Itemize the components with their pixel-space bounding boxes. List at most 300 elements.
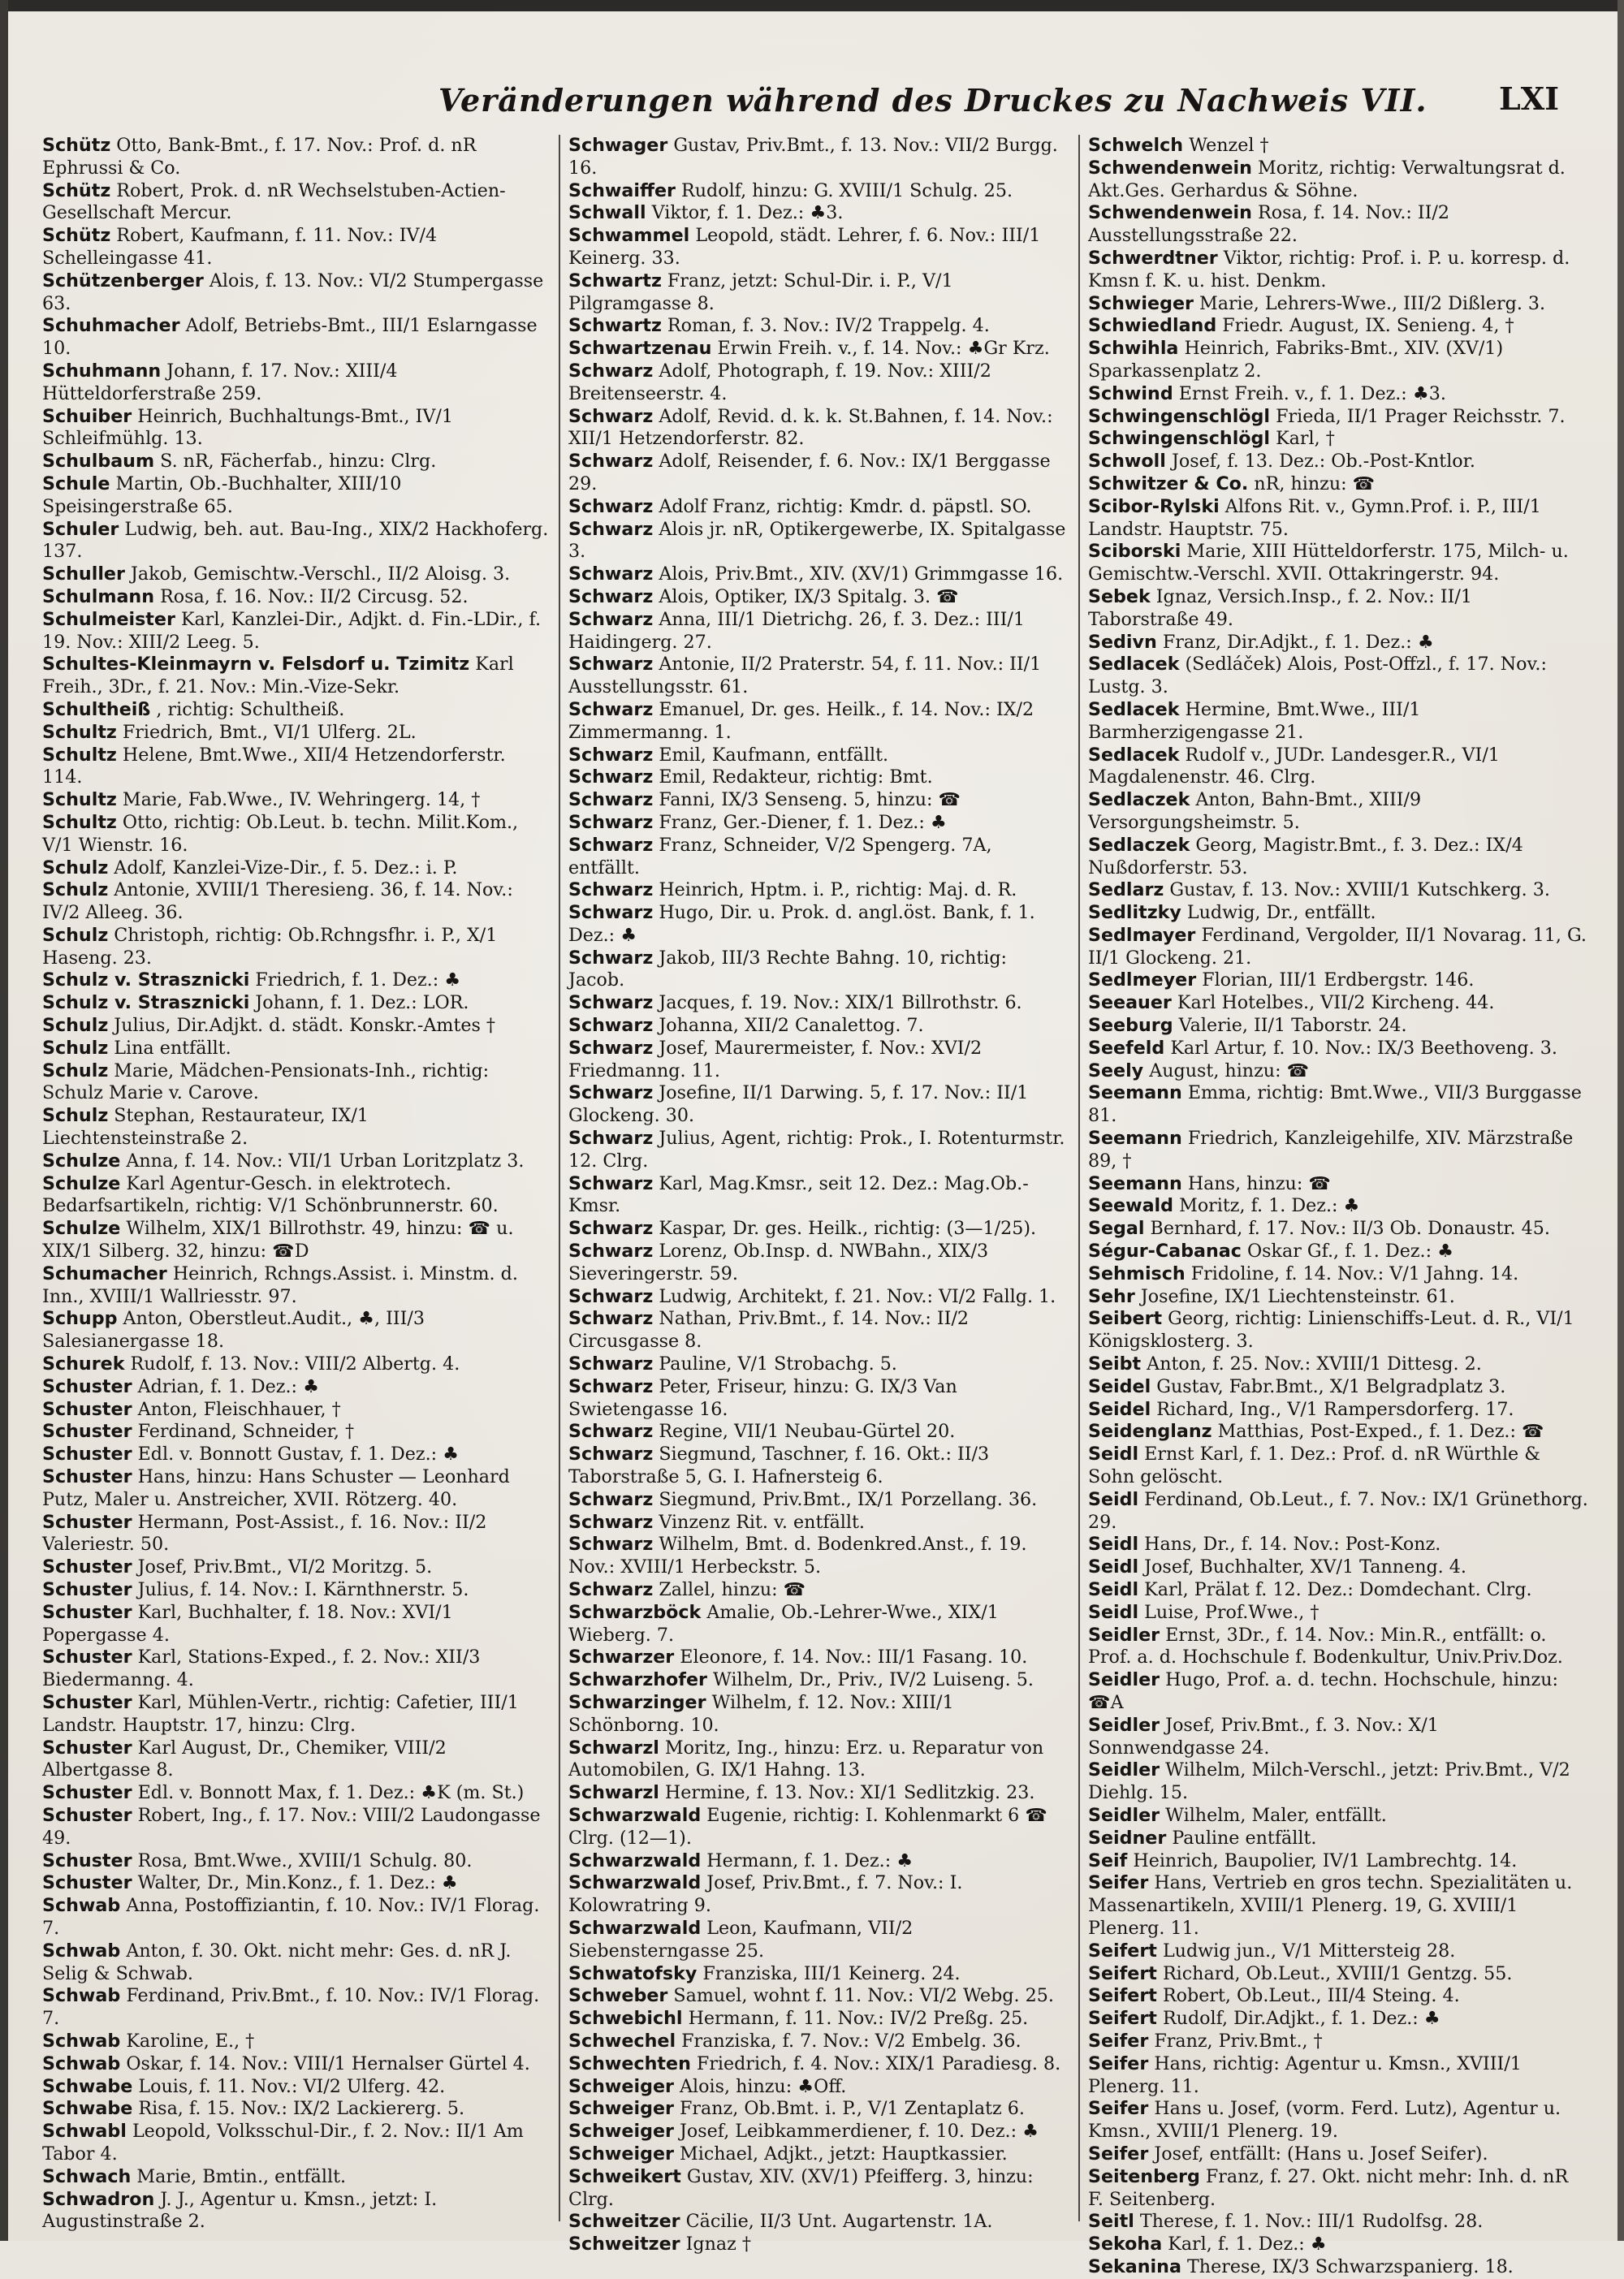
entry-details: Emma, richtig: Bmt.Wwe., VII/3 Burggasse 81. [1088, 1082, 1582, 1127]
directory-entry [1088, 248, 1588, 293]
directory-entry [1088, 1940, 1588, 1963]
entry-details: Rosa, f. 16. Nov.: II/2 Circusg. 52. [154, 585, 469, 607]
directory-entry [568, 202, 1069, 225]
directory-entry [1088, 2166, 1588, 2212]
directory-entry [1088, 632, 1588, 654]
directory-entry [1088, 541, 1588, 586]
entry-surname: Schultz [42, 789, 117, 811]
entry-surname: Sebek [1088, 585, 1151, 607]
entry-details: Roman, f. 3. Nov.: IV/2 Trappelg. 4. [661, 315, 990, 337]
entry-details: Eugenie, richtig: I. Kohlenmarkt 6 ☎ Clrg. (12—1). [568, 1804, 1047, 1849]
directory-entry [42, 1579, 549, 1602]
directory-entry [568, 947, 1069, 993]
directory-entry [1088, 1376, 1588, 1399]
entry-surname: Schwabe [42, 2098, 133, 2120]
entry-surname: Schwarz [568, 1488, 654, 1510]
entry-surname: Schwoll [1088, 451, 1166, 473]
entry-surname: Schuller [42, 563, 125, 585]
directory-entry [568, 1669, 1069, 1692]
directory-entry [42, 857, 549, 880]
entry-surname: Schwager [568, 135, 668, 156]
entry-details: Matthias, Post-Exped., f. 1. Dez.: ☎ [1212, 1421, 1544, 1443]
entry-surname: Schwartzenau [568, 338, 712, 360]
entry-surname: Schulz [42, 1105, 109, 1127]
directory-entry [42, 1038, 549, 1060]
entry-details: Robert, Kaufmann, f. 11. Nov.: IV/4 Schelleingasse 41. [42, 225, 438, 269]
directory-entry [1088, 383, 1588, 406]
entry-details: Heinrich, Rchngs.Assist. i. Minstm. d. Inn., XVIII/1 Wallriesstr. 97. [42, 1263, 518, 1307]
entry-details: Rudolf, f. 13. Nov.: VIII/2 Albertg. 4. [124, 1353, 460, 1375]
directory-entry [1088, 902, 1588, 925]
entry-details: Ferdinand, Priv.Bmt., f. 10. Nov.: IV/1 Florag. 7. [42, 1985, 540, 2030]
entry-details: Michael, Adjkt., jetzt: Hauptkassier. [673, 2143, 1008, 2165]
entry-surname: Schwiedland [1088, 315, 1217, 337]
scan-border-left [0, 0, 8, 2241]
entry-details: Moritz, richtig: Verwaltungsrat d. Akt.Ges. Gerhardus & Söhne. [1088, 157, 1566, 201]
entry-details: Karl, † [1270, 428, 1335, 450]
entry-surname: Schuster [42, 1737, 132, 1759]
directory-entry [1088, 1195, 1588, 1218]
entry-details: Marie, Mädchen-Pensionats-Inh., richtig: Schulz Marie v. Carove. [42, 1060, 490, 1104]
directory-entry [568, 766, 1069, 789]
entry-details: Heinrich, Buchhaltungs-Bmt., IV/1 Schleifmühlg. 13. [42, 405, 453, 450]
entry-details: J. J., Agentur u. Kmsn., jetzt: I. Augustinstraße 2. [42, 2188, 438, 2233]
entry-details: Edl. v. Bonnott Max, f. 1. Dez.: ♣K (m. St.) [132, 1782, 525, 1804]
entry-details: Frieda, II/1 Prager Reichsstr. 7. [1270, 405, 1566, 427]
entry-surname: Schuiber [42, 405, 132, 427]
directory-entry [568, 406, 1069, 451]
entry-surname: Schwarz [568, 1579, 654, 1600]
directory-entry [42, 992, 549, 1015]
entry-details: Rosa, f. 14. Nov.: II/2 Ausstellungsstraße 22. [1088, 202, 1450, 247]
directory-entry [1088, 1489, 1588, 1534]
entry-surname: Seidler [1088, 1669, 1160, 1691]
directory-entry [1088, 135, 1588, 158]
entry-surname: Sciborski [1088, 541, 1181, 563]
entry-details: Hans, richtig: Agentur u. Kmsn., XVIII/1 Plenerg. 11. [1088, 2052, 1522, 2097]
directory-entry [568, 1918, 1069, 1963]
entry-details: Anton, f. 30. Okt. nicht mehr: Ges. d. nR J. Selig & Schwab. [42, 1940, 512, 1984]
entry-surname: Schwarz [568, 992, 654, 1014]
entry-details: Christoph, richtig: Ob.Rchngsfhr. i. P., X/1 Haseng. 23. [42, 924, 498, 969]
directory-entry [42, 2121, 549, 2166]
directory-entry [1088, 293, 1588, 316]
entry-details: Gustav, Priv.Bmt., f. 13. Nov.: VII/2 Burgg. 16. [568, 135, 1058, 179]
entry-details: Karl, Prälat f. 12. Dez.: Domdechant. Clrg. [1138, 1579, 1532, 1600]
directory-entry [568, 812, 1069, 835]
directory-entry [1088, 1963, 1588, 1986]
directory-entry [568, 879, 1069, 902]
entry-surname: Schwarz [568, 1128, 654, 1150]
entry-details: Karl, Stations-Exped., f. 2. Nov.: XII/3 Biedermanng. 4. [42, 1647, 481, 1691]
directory-entry [42, 2031, 549, 2053]
entry-surname: Schwarz [568, 744, 654, 766]
entry-details: Ludwig, Architekt, f. 21. Nov.: VI/2 Fallg. 1. [653, 1285, 1056, 1307]
directory-entry [1088, 1241, 1588, 1263]
directory-entry [1088, 1038, 1588, 1060]
entry-surname: Schwechten [568, 2052, 691, 2074]
entry-surname: Schwarz [568, 811, 654, 833]
entry-details: Julius, Dir.Adjkt. d. städt. Konskr.-Amtes † [108, 1015, 496, 1037]
entry-surname: Sehmisch [1088, 1263, 1186, 1284]
directory-entry [568, 563, 1069, 586]
entry-surname: Schuler [42, 518, 119, 540]
directory-entry [42, 2098, 549, 2121]
entry-details: Ludwig, beh. aut. Bau-Ing., XIX/2 Hackhoferg. 137. [42, 518, 549, 563]
entry-details: Gustav, f. 13. Nov.: XVIII/1 Kutschkerg. 3. [1164, 879, 1550, 901]
directory-entry [568, 2143, 1069, 2166]
entry-surname: Schwendenwein [1088, 157, 1252, 179]
entry-surname: Seidl [1088, 1534, 1139, 1556]
entry-surname: Schule [42, 473, 110, 494]
entry-surname: Schwarz [568, 1353, 654, 1375]
entry-surname: Schwabe [42, 2075, 133, 2097]
entry-surname: Schwarzer [568, 1647, 675, 1668]
entry-surname: Schwarzwald [568, 1872, 702, 1894]
entry-surname: Schwingenschlögl [1088, 428, 1271, 450]
entry-surname: Schütz [42, 135, 111, 156]
entry-details: Valerie, II/1 Taborstr. 24. [1173, 1015, 1407, 1037]
entry-details: Emanuel, Dr. ges. Heilk., f. 14. Nov.: IX/2 Zimmermanng. 1. [568, 698, 1034, 743]
directory-entry [42, 1150, 549, 1173]
entry-surname: Schützenberger [42, 270, 204, 291]
directory-entry [1088, 1872, 1588, 1940]
entry-surname: Schwarzwald [568, 1850, 702, 1871]
directory-entry [42, 2076, 549, 2099]
directory-entry [568, 1376, 1069, 1422]
entry-surname: Schweber [568, 1985, 668, 2007]
directory-entry [42, 2053, 549, 2076]
directory-entry [1088, 2256, 1588, 2279]
entry-surname: Schwieger [1088, 292, 1194, 314]
entry-details: Ernst, 3Dr., f. 14. Nov.: Min.R., entfällt: o. Prof. a. d. Hochschule f. Bodenkultur, Univ.Priv.Doz. [1088, 1624, 1563, 1668]
entry-surname: Sedivn [1088, 631, 1157, 653]
directory-entry [568, 586, 1069, 609]
directory-entry [568, 1692, 1069, 1737]
directory-entry [568, 1805, 1069, 1850]
entry-surname: Schulmeister [42, 608, 175, 630]
entry-surname: Schwitzer & Co. [1088, 473, 1249, 494]
entry-details: Eleonore, f. 14. Nov.: III/1 Fasang. 10. [674, 1647, 1028, 1668]
directory-entry [1088, 654, 1588, 699]
entry-details: Marie, XIII Hütteldorferstr. 175, Milch- u. Gemischtw.-Verschl. XVII. Ottakringerstr. 94. [1088, 541, 1569, 585]
scan-border-top [0, 0, 1624, 11]
entry-details: Hans, hinzu: Hans Schuster — Leonhard Putz, Maler u. Anstreicher, XVII. Rötzerg. 40. [42, 1466, 510, 1510]
entry-details: Rudolf, Dir.Adjkt., f. 1. Dez.: ♣ [1156, 2008, 1440, 2030]
directory-entry [568, 360, 1069, 406]
entry-surname: Schwarz [568, 563, 654, 585]
entry-details: Samuel, wohnt f. 11. Nov.: VI/2 Webg. 25. [667, 1985, 1054, 2007]
directory-entry [1088, 1805, 1588, 1828]
directory-entry [568, 835, 1069, 880]
entry-details: Alois, Optiker, IX/3 Spitalg. 3. ☎ [653, 585, 959, 607]
directory-entry [568, 496, 1069, 519]
entry-surname: Schweiger [568, 2121, 674, 2143]
entry-details: Wilhelm, XIX/1 Billrothstr. 49, hinzu: ☎ u. XIX/1 Silberg. 32, hinzu: ☎D [42, 1218, 514, 1263]
entry-surname: Schwarz [568, 608, 654, 630]
directory-entry [42, 451, 549, 473]
entry-surname: Schwarzl [568, 1782, 659, 1804]
entry-details: Josefine, IX/1 Liechtensteinstr. 61. [1134, 1285, 1455, 1307]
entry-surname: Schultz [42, 811, 117, 833]
entry-surname: Schwelch [1088, 135, 1184, 156]
entry-surname: Schwarz [568, 495, 654, 517]
directory-entry [42, 1512, 549, 1557]
entry-surname: Schulz [42, 1037, 109, 1059]
entry-surname: Sedlacek [1088, 698, 1180, 720]
entry-details: Hans, Dr., f. 14. Nov.: Post-Konz. [1138, 1534, 1441, 1556]
directory-entry [1088, 428, 1588, 451]
entry-details: Adolf, Photograph, f. 19. Nov.: XIII/2 Breitenseerstr. 4. [568, 360, 991, 404]
entry-surname: Schuster [42, 1601, 132, 1623]
entry-surname: Schuhmann [42, 360, 162, 382]
entry-surname: Schwarzwald [568, 1917, 702, 1939]
entry-surname: Schwarz [568, 834, 654, 856]
entry-details: Franz, f. 27. Okt. nicht mehr: Inh. d. nR F. Seitenberg. [1088, 2165, 1569, 2210]
entry-details: Hermann, f. 1. Dez.: ♣ [701, 1850, 914, 1871]
column-2 [559, 135, 1078, 2255]
entry-details: Karl Hotelbes., VII/2 Kircheng. 44. [1171, 992, 1495, 1014]
entry-surname: Sedlmeyer [1088, 969, 1197, 991]
entry-details: Moritz, Ing., hinzu: Erz. u. Reparatur von Automobilen, G. IX/1 Hahng. 13. [568, 1737, 1044, 1781]
directory-entry [42, 1399, 549, 1422]
entry-details: Karl Artur, f. 10. Nov.: IX/3 Beethoveng. 3. [1164, 1037, 1557, 1059]
entry-details: Leopold, Volksschul-Dir., f. 2. Nov.: II/1 Am Tabor 4. [42, 2121, 524, 2165]
entry-surname: Schwarz [568, 1037, 654, 1059]
entry-columns [39, 135, 1598, 2277]
entry-details: Hermann, f. 11. Nov.: IV/2 Preßg. 25. [682, 2008, 1029, 2030]
entry-details: Franz, Priv.Bmt., † [1148, 2030, 1323, 2052]
entry-surname: Schuster [42, 1872, 132, 1894]
entry-details: Gustav, Fabr.Bmt., X/1 Belgradplatz 3. [1151, 1375, 1506, 1397]
column-3 [1078, 135, 1598, 2277]
entry-surname: Schultheiß [42, 698, 151, 720]
directory-entry [42, 1895, 549, 1940]
entry-surname: Schwarz [568, 1534, 654, 1556]
entry-details: Nathan, Priv.Bmt., f. 14. Nov.: II/2 Circusgasse 8. [568, 1308, 970, 1353]
entry-details: Ernst Freih. v., f. 1. Dez.: ♣3. [1173, 382, 1446, 404]
directory-entry [1088, 1128, 1588, 1173]
directory-entry [568, 315, 1069, 338]
entry-details: Friedrich, Kanzleigehilfe, XIV. Märzstraße 89, † [1088, 1128, 1574, 1172]
entry-details: Viktor, richtig: Prof. i. P. u. korresp. d. Kmsn f. K. u. hist. Denkm. [1088, 247, 1570, 291]
directory-entry [42, 473, 549, 519]
entry-details: Anton, Bahn-Bmt., XIII/9 Versorgungsheimstr. 5. [1088, 789, 1422, 833]
directory-entry [568, 699, 1069, 745]
entry-details: Franz, Schneider, V/2 Spengerg. 7A, entfällt. [568, 834, 992, 878]
entry-surname: Schütz [42, 225, 111, 247]
entry-surname: Schwarz [568, 451, 654, 473]
entry-details: Ludwig, Dr., entfällt. [1181, 902, 1376, 924]
entry-surname: Schwarz [568, 879, 654, 901]
page-header [0, 77, 1624, 134]
page-number: LXI [1499, 80, 1559, 117]
directory-entry [1088, 1850, 1588, 1873]
entry-surname: Schwarz [568, 518, 654, 540]
entry-surname: Seidel [1088, 1398, 1151, 1420]
entry-details: Josef, Priv.Bmt., f. 7. Nov.: I. Kolowratring 9. [568, 1872, 963, 1917]
entry-surname: Schwarzl [568, 1737, 659, 1759]
entry-details: Jacques, f. 19. Nov.: XIX/1 Billrothstr. 6. [653, 992, 1022, 1014]
entry-surname: Schwab [42, 2030, 121, 2052]
entry-details: August, hinzu: ☎ [1143, 1060, 1310, 1081]
entry-surname: Schulbaum [42, 451, 155, 473]
entry-surname: Schuster [42, 1647, 132, 1668]
entry-details: Rudolf, hinzu: G. XVIII/1 Schulg. 25. [675, 179, 1013, 201]
entry-surname: Seifer [1088, 2098, 1149, 2120]
entry-surname: Schwarz [568, 1511, 654, 1533]
entry-details: Karl, f. 1. Dez.: ♣ [1162, 2234, 1327, 2255]
directory-entry [42, 1556, 549, 1579]
directory-entry [1088, 1015, 1588, 1038]
entry-details: Alois jr. nR, Optikergewerbe, IX. Spitalgasse 3. [568, 518, 1066, 563]
entry-details: (Sedláček) Alois, Post-Offzl., f. 17. Nov.: Lustg. 3. [1088, 654, 1547, 698]
directory-entry [42, 1647, 549, 1692]
entry-surname: Sekoha [1088, 2234, 1163, 2255]
entry-surname: Schwarz [568, 698, 654, 720]
entry-surname: Schweiger [568, 2143, 674, 2165]
entry-details: Alois, Priv.Bmt., XIV. (XV/1) Grimmgasse 16. [653, 563, 1064, 585]
entry-surname: Schwarz [568, 1308, 654, 1330]
directory-entry [42, 1218, 549, 1263]
entry-details: Josef, Priv.Bmt., f. 3. Nov.: X/1 Sonnwendgasse 24. [1088, 1714, 1439, 1759]
entry-surname: Ségur-Cabanac [1088, 1241, 1242, 1263]
directory-entry [568, 1353, 1069, 1376]
entry-surname: Schwarz [568, 654, 654, 675]
entry-surname: Schwartz [568, 315, 662, 337]
entry-details: Amalie, Ob.-Lehrer-Wwe., XIX/1 Wieberg. 7. [568, 1601, 999, 1646]
entry-surname: Seefeld [1088, 1037, 1165, 1059]
entry-details: Anna, III/1 Dietrichg. 26, f. 3. Dez.: III/1 Haidingerg. 27. [568, 608, 1026, 653]
directory-entry [568, 1737, 1069, 1783]
directory-entry [42, 1060, 549, 1106]
directory-entry [568, 789, 1069, 812]
directory-entry [568, 2008, 1069, 2031]
directory-entry [42, 563, 549, 586]
entry-surname: Seifert [1088, 1940, 1157, 1962]
entry-surname: Schurek [42, 1353, 125, 1375]
entry-details: Friedrich, f. 4. Nov.: XIX/1 Paradiesg. 8. [690, 2052, 1061, 2074]
entry-details: Pauline entfällt. [1166, 1827, 1317, 1849]
entry-details: Karl, Buchhalter, f. 18. Nov.: XVI/1 Popergasse 4. [42, 1601, 453, 1646]
entry-surname: Schwendenwein [1088, 202, 1252, 224]
entry-surname: Schwammel [568, 225, 690, 247]
entry-details: Bernhard, f. 17. Nov.: II/3 Ob. Donaustr. 45. [1144, 1218, 1550, 1240]
directory-entry [1088, 745, 1588, 790]
entry-details: Adrian, f. 1. Dez.: ♣ [132, 1375, 319, 1397]
directory-entry [1088, 1669, 1588, 1715]
entry-surname: Schwihla [1088, 338, 1179, 360]
directory-entry [1088, 2031, 1588, 2053]
entry-surname: Schwarz [568, 1421, 654, 1443]
entry-details: Hugo, Dir. u. Prok. d. angl.öst. Bank, f. 1. Dez.: ♣ [568, 902, 1035, 946]
directory-entry [1088, 1534, 1588, 1556]
entry-details: Friedrich, Bmt., VI/1 Ulferg. 2L. [116, 721, 417, 743]
entry-surname: Schwarz [568, 1172, 654, 1194]
entry-details: Kaspar, Dr. ges. Heilk., richtig: (3—1/25). [653, 1218, 1037, 1240]
entry-details: Julius, f. 14. Nov.: I. Kärnthnerstr. 5. [132, 1579, 469, 1600]
entry-details: Jakob, Gemischtw.-Verschl., II/2 Aloisg. 3. [124, 563, 511, 585]
entry-surname: Schwarz [568, 902, 654, 924]
entry-details: Otto, Bank-Bmt., f. 17. Nov.: Prof. d. nR Ephrussi & Co. [42, 135, 477, 179]
entry-details: Therese, f. 1. Nov.: III/1 Rudolfsg. 28. [1134, 2211, 1484, 2233]
directory-entry [42, 1805, 549, 1850]
directory-entry [568, 270, 1069, 316]
entry-details: Richard, Ing., V/1 Rampersdorferg. 17. [1151, 1398, 1514, 1420]
entry-details: Zallel, hinzu: ☎ [653, 1579, 806, 1600]
directory-entry [568, 1173, 1069, 1219]
directory-entry [42, 1782, 549, 1805]
directory-entry [1088, 699, 1588, 745]
directory-entry [42, 2189, 549, 2234]
directory-entry [568, 609, 1069, 654]
directory-entry [568, 1241, 1069, 1286]
entry-surname: Schwab [42, 2052, 121, 2074]
entry-details: Josef, f. 13. Dez.: Ob.-Post-Kntlor. [1165, 451, 1475, 473]
entry-surname: Seidler [1088, 1759, 1160, 1781]
directory-entry [568, 1963, 1069, 1986]
entry-details: Ignaz, Versich.Insp., f. 2. Nov.: II/1 Taborstraße 49. [1088, 585, 1472, 630]
entry-surname: Schwarz [568, 789, 654, 811]
entry-surname: Schwadron [42, 2188, 155, 2210]
entry-details: Hermann, Post-Assist., f. 16. Nov.: II/2 Valeriestr. 50. [42, 1511, 487, 1556]
entry-details: Wilhelm, Maler, entfällt. [1160, 1804, 1387, 1826]
entry-details: Emil, Kaufmann, entfällt. [653, 744, 889, 766]
entry-details: , richtig: Schultheiß. [150, 698, 345, 720]
entry-surname: Seidl [1088, 1556, 1139, 1578]
entry-surname: Schultes-Kleinmayrn v. Felsdorf u. Tzimitz [42, 654, 470, 675]
entry-details: Johann, f. 1. Dez.: LOR. [249, 992, 469, 1014]
entry-details: Ignaz † [680, 2234, 751, 2255]
entry-details: Anna, f. 14. Nov.: VII/1 Urban Loritzplatz 3. [120, 1150, 525, 1172]
entry-surname: Seif [1088, 1850, 1128, 1871]
entry-surname: Seely [1088, 1060, 1144, 1081]
entry-details: Moritz, f. 1. Dez.: ♣ [1173, 1195, 1360, 1217]
directory-entry [42, 879, 549, 925]
directory-entry [1088, 925, 1588, 970]
directory-entry [1088, 2143, 1588, 2166]
entry-surname: Schuster [42, 1375, 132, 1397]
entry-details: Adolf, Kanzlei-Vize-Dir., f. 5. Dez.: i. P. [108, 857, 458, 878]
directory-entry [42, 1872, 549, 1895]
entry-details: Jakob, III/3 Rechte Bahng. 10, richtig: Jacob. [568, 947, 1008, 991]
directory-entry [568, 1489, 1069, 1512]
entry-surname: Schwind [1088, 382, 1173, 404]
directory-entry [1088, 496, 1588, 542]
directory-entry [1088, 969, 1588, 992]
entry-details: Regine, VII/1 Neubau-Gürtel 20. [653, 1421, 956, 1443]
directory-entry [42, 1985, 549, 2031]
directory-entry [568, 2234, 1069, 2256]
entry-details: Risa, f. 15. Nov.: IX/2 Lackiererg. 5. [132, 2098, 465, 2120]
entry-details: Cäcilie, II/3 Unt. Augartenstr. 1A. [680, 2211, 993, 2233]
entry-details: Franziska, f. 7. Nov.: V/2 Embelg. 36. [676, 2030, 1021, 2052]
directory-entry [568, 2076, 1069, 2099]
directory-entry [568, 2098, 1069, 2121]
entry-surname: Schweiger [568, 2098, 674, 2120]
entry-surname: Seemann [1088, 1128, 1182, 1150]
entry-surname: Seidler [1088, 1624, 1160, 1646]
entry-surname: Schuhmacher [42, 315, 180, 337]
entry-surname: Schwab [42, 1985, 121, 2007]
directory-entry [568, 992, 1069, 1015]
entry-surname: Schuster [42, 1782, 132, 1804]
directory-entry [568, 180, 1069, 203]
entry-details: Ferdinand, Vergolder, II/1 Novarag. 11, G. II/1 Glockeng. 21. [1088, 924, 1587, 969]
entry-details: Wilhelm, Milch-Verschl., jetzt: Priv.Bmt., V/2 Diehlg. 15. [1088, 1759, 1570, 1804]
directory-entry [568, 902, 1069, 947]
directory-entry [568, 2121, 1069, 2143]
